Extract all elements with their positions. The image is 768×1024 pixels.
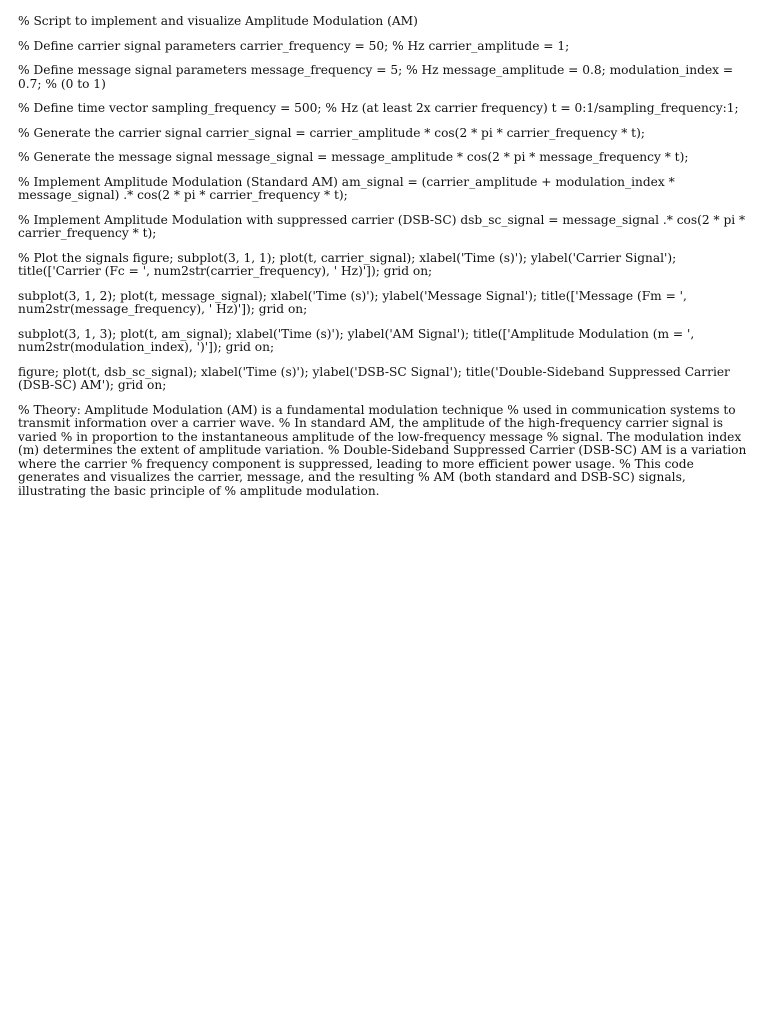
paragraph-carrier-params: % Define carrier signal parameters carrier_frequency = 50; % Hz carrier_amplitude = 1; (18, 38, 570, 53)
paragraph-plot-am: subplot(3, 1, 3); plot(t, am_signal); xlabel('Time (s)'); ylabel('AM Signal'); title(['Amplitude Modulation (m = ', num2str(modulation_index), ')']); grid on; (18, 326, 695, 354)
paragraph-message-params: % Define message signal parameters message_frequency = 5; % Hz message_amplitude = 0.8; modulation_index = 0.7; % (0 to 1) (18, 63, 734, 91)
paragraph-message-signal: % Generate the message signal message_signal = message_amplitude * cos(2 * pi * message_frequency * t); (18, 150, 689, 164)
paragraph-carrier-signal: % Generate the carrier signal carrier_signal = carrier_amplitude * cos(2 * pi * carrier_frequency * t); (18, 125, 645, 140)
paragraph-plot-dsb-sc: figure; plot(t, dsb_sc_signal); xlabel('Time (s)'); ylabel('DSB-SC Signal'); title('Double-Sideband Suppressed Carrier (DSB-SC) AM'); grid on; (18, 364, 730, 392)
paragraph-time-vector: % Define time vector sampling_frequency = 500; % Hz (at least 2x carrier frequency) t = 0:1/sampling_frequency:1; (18, 101, 739, 115)
paragraph-theory: % Theory: Amplitude Modulation (AM) is a fundamental modulation technique % used in communication systems to transmit information over a carrier wave. % In standard AM, the amplitude of the high-frequency carrier signal is varied % in proportion to the instantaneous amplitude of the low-frequency message % signal. The modulation index (m) determines the extent of amplitude variation. % Double-Sideband Suppressed Carrier (DSB-SC) AM is a variation where the carrier % frequency component is suppressed, leading to more efficient power usage. % This code generates and visualizes the carrier, message, and the resulting % AM (both standard and DSB-SC) signals, illustrating the basic principle of % amplitude modulation. (18, 402, 747, 498)
paragraph-dsb-sc: % Implement Amplitude Modulation with suppressed carrier (DSB-SC) dsb_sc_signal = message_signal .* cos(2 * pi * carrier_frequency * t); (18, 212, 746, 240)
document-body (18, 15, 754, 509)
paragraph-plot-carrier: % Plot the signals figure; subplot(3, 1, 1); plot(t, carrier_signal); xlabel('Time (s)'); ylabel('Carrier Signal'); title(['Carrier (Fc = ', num2str(carrier_frequency), ' Hz)']); grid on; (18, 250, 677, 278)
paragraph-standard-am: % Implement Amplitude Modulation (Standard AM) am_signal = (carrier_amplitude + modulation_index * message_signal) .* cos(2 * pi * carrier_frequency * t); (18, 174, 675, 202)
paragraph-script-title: % Script to implement and visualize Amplitude Modulation (AM) (18, 14, 418, 28)
paragraph-plot-message: subplot(3, 1, 2); plot(t, message_signal); xlabel('Time (s)'); ylabel('Message Signal'); title(['Message (Fm = ', num2str(message_frequency), ' Hz)']); grid on; (18, 288, 687, 316)
